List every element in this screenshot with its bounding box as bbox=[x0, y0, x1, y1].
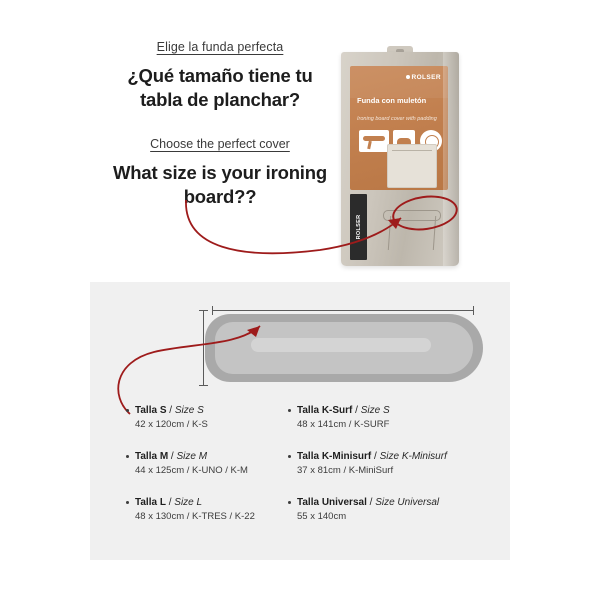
size-name-es: Talla K-Surf bbox=[297, 405, 353, 416]
size-name-en: Size K-Minisurf bbox=[379, 450, 447, 462]
fabric-texture bbox=[392, 150, 432, 153]
size-separator: / bbox=[352, 405, 361, 416]
list-item bbox=[126, 404, 286, 432]
size-dimensions: 44 x 125cm / K-UNO / K-M bbox=[135, 464, 248, 476]
brand-logo bbox=[406, 74, 442, 81]
list-item bbox=[288, 496, 488, 524]
size-name-en: Size S bbox=[174, 405, 204, 416]
size-name bbox=[297, 496, 488, 509]
size-name-es: Talla L bbox=[135, 496, 166, 508]
ironing-board-icon bbox=[359, 130, 389, 152]
size-name bbox=[297, 450, 488, 463]
size-name-en: Size L bbox=[174, 496, 203, 508]
size-separator: / bbox=[168, 450, 177, 462]
size-separator: / bbox=[165, 496, 175, 508]
size-name bbox=[135, 450, 286, 463]
package-window bbox=[387, 144, 437, 188]
size-separator: / bbox=[371, 450, 380, 462]
headline-block bbox=[110, 40, 330, 209]
size-dimensions: 48 x 141cm / K-SURF bbox=[297, 419, 390, 430]
size-name-es: Talla S bbox=[135, 405, 167, 416]
size-name-es: Talla Universal bbox=[297, 496, 367, 508]
package-side-text: ROLSER bbox=[355, 214, 362, 240]
size-name-en: Size Universal bbox=[375, 496, 440, 508]
size-name-es: Talla M bbox=[135, 450, 169, 462]
size-name bbox=[135, 496, 286, 509]
size-name bbox=[297, 404, 488, 417]
size-name-es: Talla K-Minisurf bbox=[297, 450, 372, 462]
size-name-en: Size S bbox=[360, 405, 390, 416]
package-label-top-band bbox=[350, 66, 448, 98]
list-item bbox=[288, 404, 488, 432]
arrow-to-package-icon bbox=[180, 186, 410, 266]
title-spanish: ¿Qué tamaño tiene tu tabla de planchar? bbox=[127, 65, 313, 110]
brand-text: ROLSER bbox=[411, 74, 441, 81]
size-list-left-column bbox=[126, 404, 286, 541]
size-separator: / bbox=[366, 496, 376, 508]
size-dimensions: 48 x 130cm / K-TRES / K-22 bbox=[135, 510, 255, 522]
size-dimensions: 55 x 140cm bbox=[297, 510, 347, 522]
brand-dot-icon bbox=[406, 75, 410, 79]
package-label-subtitle: Ironing board cover with padding bbox=[357, 116, 437, 122]
size-name bbox=[135, 404, 286, 417]
list-item bbox=[288, 450, 488, 478]
package-label-title: Funda con muletón bbox=[357, 96, 427, 105]
size-name-en: Size M bbox=[176, 450, 208, 462]
eyebrow-spanish: Elige la funda perfecta bbox=[156, 40, 284, 54]
size-dimensions: 37 x 81cm / K-MiniSurf bbox=[297, 464, 394, 476]
size-dimensions: 42 x 120cm / K-S bbox=[135, 419, 208, 430]
title-english: What size is your ironing board?? bbox=[113, 162, 327, 208]
eyebrow-english: Choose the perfect cover bbox=[150, 137, 290, 152]
list-item bbox=[126, 496, 286, 524]
size-separator: / bbox=[166, 405, 175, 416]
list-item bbox=[126, 450, 286, 478]
width-cap-right bbox=[473, 306, 474, 315]
size-list-right-column bbox=[288, 404, 488, 541]
